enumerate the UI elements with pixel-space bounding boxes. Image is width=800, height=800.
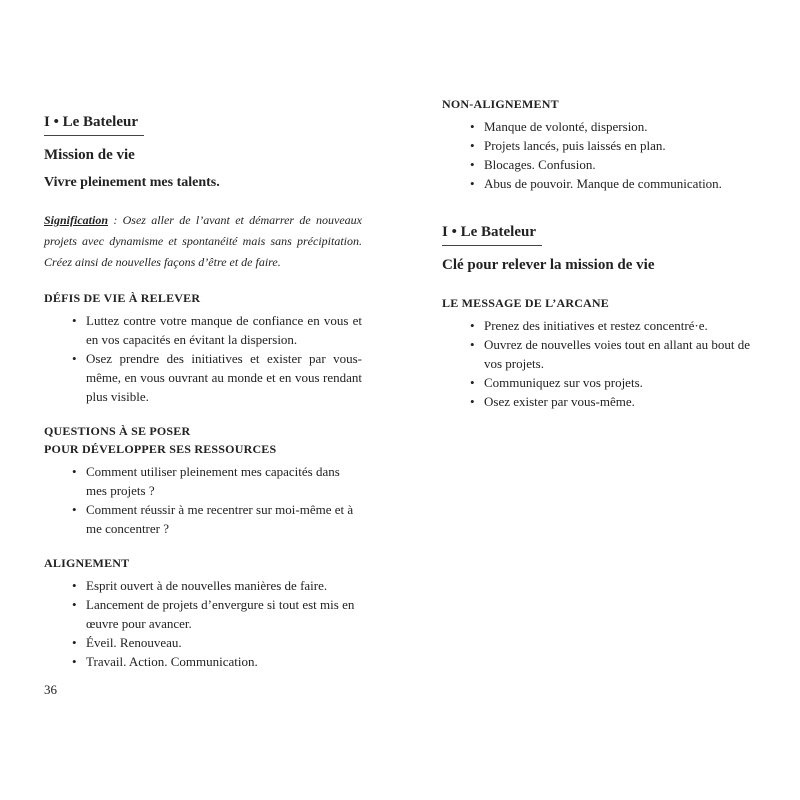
list-item: • Communiquez sur vos projets. <box>470 373 762 392</box>
questions-heading-line2: POUR DÉVELOPPER SES RESSOURCES <box>44 442 277 456</box>
key-heading: Clé pour relever la mission de vie <box>442 257 655 273</box>
list-item: • Manque de volonté, dispersion. <box>470 117 762 136</box>
right-page <box>442 95 762 411</box>
arcane-title: I • Le Bateleur <box>44 113 144 136</box>
list-item: • Blocages. Confusion. <box>470 155 762 174</box>
signification-text: : Osez aller de l’avant et démarrer de nouveaux projets avec dynamisme et spontanéité mais sans précipitation. Créez ainsi de nouvelles façons d’être et de faire. <box>44 213 362 269</box>
list-item: • Comment réussir à me recentrer sur moi-même et à me concentrer ? <box>72 500 362 538</box>
list-item: • Lancement de projets d’envergure si tout est mis en œuvre pour avancer. <box>72 595 362 633</box>
spacer <box>442 193 762 223</box>
list-item: • Ouvrez de nouvelles voies tout en allant au bout de vos projets. <box>470 335 762 373</box>
questions-list <box>44 462 362 538</box>
list-item: • Osez prendre des initiatives et exister par vous-même, en vous ouvrant au monde et en vous rendant plus visible. <box>72 349 362 406</box>
alignement-heading: ALIGNEMENT <box>44 556 130 570</box>
mission-statement: Vivre pleinement mes talents. <box>44 175 220 190</box>
list-item: • Projets lancés, puis laissés en plan. <box>470 136 762 155</box>
message-list <box>442 316 762 411</box>
non-alignement-list <box>442 117 762 193</box>
list-item: • Abus de pouvoir. Manque de communication. <box>470 174 762 193</box>
list-item: • Osez exister par vous-même. <box>470 392 762 411</box>
arcane-title: I • Le Bateleur <box>442 223 542 246</box>
list-item: • Prenez des initiatives et restez concentré·e. <box>470 316 762 335</box>
list-item: • Éveil. Renouveau. <box>72 633 362 652</box>
signification-label: Signification <box>44 213 109 227</box>
alignement-list <box>44 576 362 671</box>
defis-list <box>44 311 362 406</box>
list-item: • Travail. Action. Communication. <box>72 652 362 671</box>
list-item: • Esprit ouvert à de nouvelles manières de faire. <box>72 576 362 595</box>
questions-heading-line1: QUESTIONS À SE POSER <box>44 424 191 438</box>
page-number: 36 <box>44 682 57 697</box>
message-heading: LE MESSAGE DE L’ARCANE <box>442 296 609 310</box>
list-item: • Luttez contre votre manque de confiance en vous et en vos capacités en évitant la dispersion. <box>72 311 362 349</box>
defis-heading: DÉFIS DE VIE À RELEVER <box>44 291 201 305</box>
left-page <box>44 113 362 671</box>
list-item: • Comment utiliser pleinement mes capacités dans mes projets ? <box>72 462 362 500</box>
signification-paragraph <box>44 210 362 273</box>
mission-heading: Mission de vie <box>44 147 135 163</box>
non-alignement-heading: NON-ALIGNEMENT <box>442 97 559 111</box>
questions-heading <box>44 422 362 458</box>
